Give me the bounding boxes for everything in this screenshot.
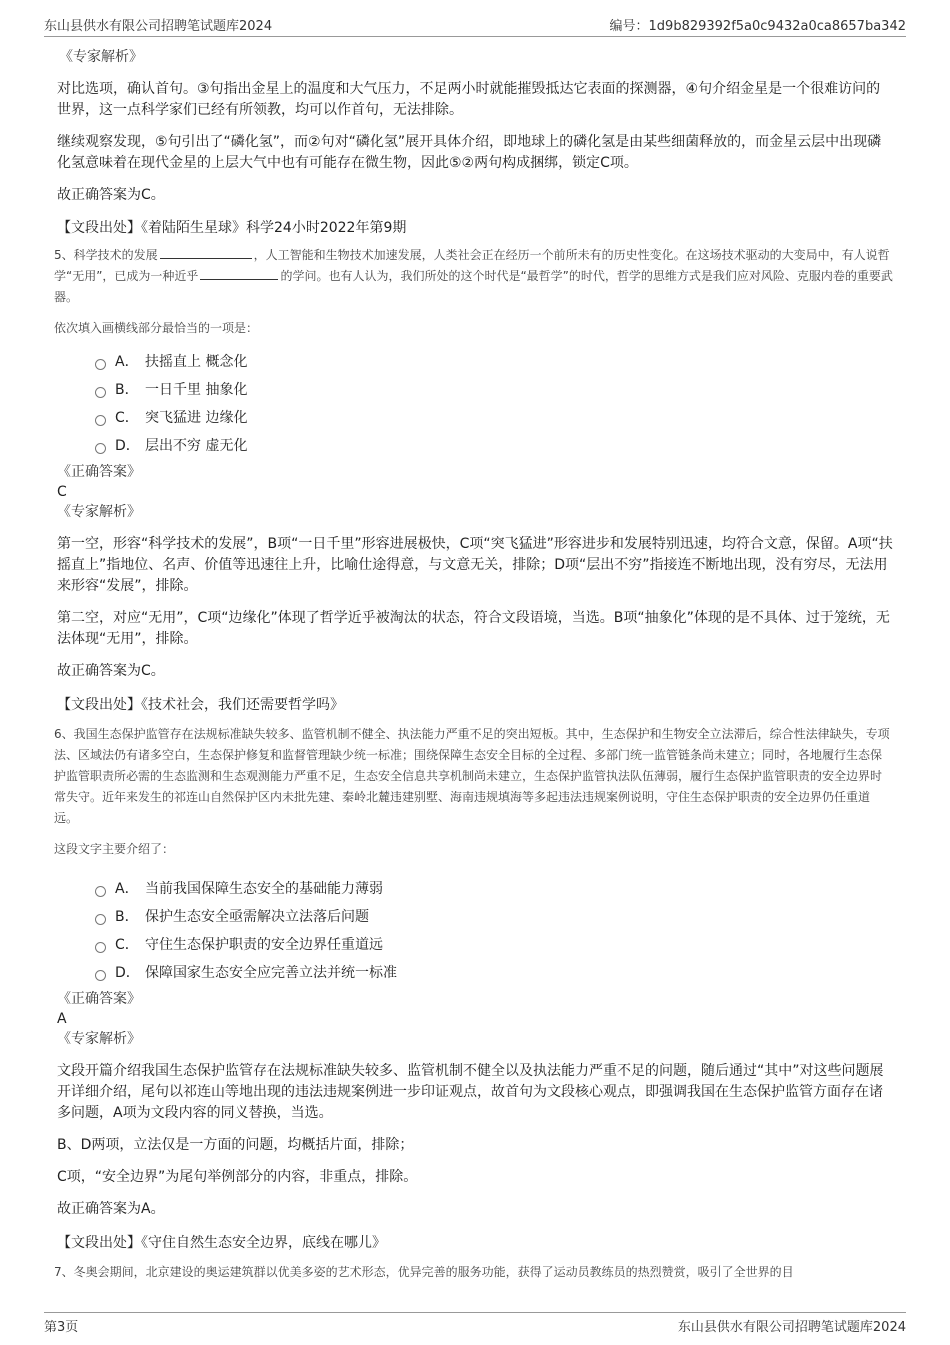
radio-button[interactable] [95, 914, 106, 925]
analysis-paragraph: 第二空，对应“无用”，C项“边缘化”体现了哲学近乎被淘汰的状态，符合文段语境，当选。B项“抽象化”体现的是不具体、过于笼统，无法体现“无用”，排除。 [57, 610, 890, 647]
option-text: 当前我国保障生态安全的基础能力薄弱 [145, 881, 383, 897]
question-text [54, 245, 893, 308]
option-letter: B． [115, 909, 139, 925]
option-letter: B． [115, 382, 139, 398]
option-text: 保护生态安全亟需解决立法落后问题 [145, 909, 369, 925]
question-text-part: 5、科学技术的发展 [54, 248, 158, 262]
radio-button[interactable] [95, 443, 106, 454]
analysis-label: 《专家解析》 [59, 49, 143, 65]
analysis-paragraph: 故正确答案为C。 [57, 663, 165, 679]
fill-blank [200, 267, 278, 280]
option-text: 突飞猛进 边缘化 [145, 410, 248, 426]
analysis-paragraph: B、D两项，立法仅是一方面的问题，均概括片面，排除； [57, 1137, 414, 1153]
option-letter: D． [115, 438, 140, 454]
option-letter: A． [115, 881, 139, 897]
analysis-paragraph: 继续观察发现，⑤句引出了“磷化氢”，而②句对“磷化氢”展开具体介绍，即地球上的磷化氢是由某些细菌释放的，而金星云层中出现磷化氢意味着在现代金星的上层大气中也有可能存在微生物，因此⑤②两句构成捆绑，锁定C项。 [57, 134, 882, 171]
option-c[interactable] [95, 930, 893, 958]
option-a[interactable] [95, 874, 893, 902]
question-text-part: ，人工智能和生物技术加速发展，人类社会正在经历一个前所未有的历史性变化。在这场技术驱动的大变局中，有人说哲学“无用”，已成为一种近乎 [54, 248, 890, 283]
option-list [95, 874, 893, 986]
radio-button[interactable] [95, 359, 106, 370]
option-text: 扶摇直上 概念化 [145, 354, 248, 370]
question-text-part: 的学问。也有人认为，我们所处的这个时代是“最哲学”的时代，哲学的思维方式是我们应对风险、克服内卷的重要武器。 [54, 269, 893, 304]
question-prompt: 这段文字主要介绍了： [54, 842, 175, 856]
analysis-paragraph: 文段开篇介绍我国生态保护监管存在法规标准缺失较多、监管机制不健全以及执法能力严重不足的问题，随后通过“其中”对这些问题展开详细介绍，尾句以祁连山等地出现的违法违规案例进一步印证观点，故首句为文段核心观点，即强调我国在生态保护监管方面存在诸多问题，A项为文段内容的同义替换，当选。 [57, 1063, 884, 1121]
option-list [95, 347, 893, 459]
page-content [54, 46, 893, 1283]
option-d[interactable] [95, 958, 893, 986]
option-text: 层出不穷 虚无化 [145, 438, 248, 454]
source-citation: 【文段出处】《守住自然生态安全边界，底线在哪儿》 [57, 1235, 386, 1251]
footer-title: 东山县供水有限公司招聘笔试题库2024 [677, 1319, 906, 1335]
option-letter: C． [115, 937, 139, 953]
option-b[interactable] [95, 902, 893, 930]
page-number: 第3页 [44, 1319, 79, 1335]
analysis-paragraph: 故正确答案为C。 [57, 187, 165, 203]
header-title: 东山县供水有限公司招聘笔试题库2024 [44, 18, 273, 34]
header-serial [610, 15, 906, 34]
option-letter: D． [115, 965, 140, 981]
analysis-paragraph: 第一空，形容“科学技术的发展”，B项“一日千里”形容进展极快，C项“突飞猛进”形容进步和发展特别迅速，均符合文意，保留。A项“扶摇直上”指地位、名声、价值等迅速往上升，比喻仕途得意，与文意无关，排除；D项“层出不穷”指接连不断地出现，没有穷尽，无法用来形容“发展”，排除。 [57, 536, 893, 594]
option-d[interactable] [95, 431, 893, 459]
serial-label: 编号： [609, 18, 649, 34]
correct-answer: C [57, 484, 67, 500]
analysis-paragraph: C项，“安全边界”为尾句举例部分的内容，非重点，排除。 [57, 1169, 418, 1185]
question-text: 7、冬奥会期间，北京建设的奥运建筑群以优美多姿的艺术形态，优异完善的服务功能，获得了运动员教练员的热烈赞赏，吸引了全世界的目 [54, 1265, 794, 1279]
option-c[interactable] [95, 403, 893, 431]
source-citation: 【文段出处】《着陆陌生星球》科学24小时2022年第9期 [57, 220, 407, 236]
fill-blank [160, 246, 252, 259]
option-a[interactable] [95, 347, 893, 375]
option-text: 一日千里 抽象化 [145, 382, 248, 398]
radio-button[interactable] [95, 387, 106, 398]
option-text: 保障国家生态安全应完善立法并统一标准 [145, 965, 397, 981]
analysis-label: 《专家解析》 [57, 1031, 141, 1047]
option-text: 守住生态保护职责的安全边界任重道远 [145, 937, 383, 953]
analysis-paragraph: 故正确答案为A。 [57, 1201, 165, 1217]
serial-number: 1d9b829392f5a0c9432a0ca8657ba342 [648, 18, 906, 34]
source-citation: 【文段出处】《技术社会，我们还需要哲学吗》 [57, 697, 344, 713]
analysis-paragraph: 对比选项，确认首句。③句指出金星上的温度和大气压力，不足两小时就能摧毁抵达它表面的探测器，④句介绍金星是一个很难访问的世界，这一点科学家们已经有所领教，均可以作首句，无法排除。 [57, 81, 881, 118]
page-header [44, 14, 906, 37]
radio-button[interactable] [95, 886, 106, 897]
radio-button[interactable] [95, 415, 106, 426]
question-prompt: 依次填入画横线部分最恰当的一项是： [54, 321, 259, 335]
option-letter: C． [115, 410, 139, 426]
question-text: 6、我国生态保护监管存在法规标准缺失较多、监管机制不健全、执法能力严重不足的突出短板。其中，生态保护和生物安全立法滞后，综合性法律缺失，专项法、区域法仍有诸多空白，生态保护修复和监督管理缺少统一标准；围绕保障生态安全目标的全过程、多部门统一监管链条尚未建立；同时，各地履行生态保护监管职责所必需的生态监测和生态观测能力严重不足，生态安全信息共享机制尚未建立，生态保护监管执法队伍薄弱，履行生态保护监管职责的安全边界时常失守。近年来发生的祁连山自然保护区内未批先建、秦岭北麓违建别墅、海南违规填海等多起违法违规案例说明，守住生态保护职责的安全边界仍任重道远。 [54, 727, 890, 825]
radio-button[interactable] [95, 970, 106, 981]
page-footer [44, 1312, 906, 1335]
option-letter: A． [115, 354, 139, 370]
answer-label: 《正确答案》 [57, 991, 141, 1007]
correct-answer: A [57, 1011, 67, 1027]
analysis-label: 《专家解析》 [57, 504, 141, 520]
option-b[interactable] [95, 375, 893, 403]
answer-label: 《正确答案》 [57, 464, 141, 480]
radio-button[interactable] [95, 942, 106, 953]
